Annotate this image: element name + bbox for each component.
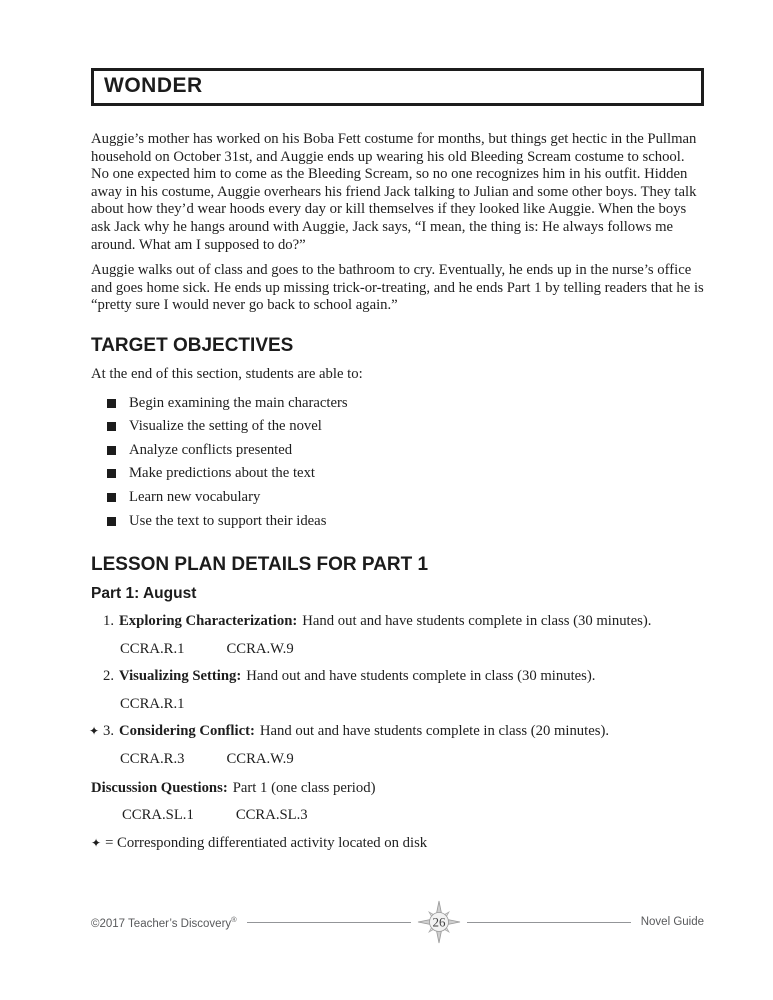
footer-right-label: Novel Guide xyxy=(640,916,705,928)
square-bullet-icon xyxy=(107,493,116,502)
discussion-title: Discussion Questions: xyxy=(91,779,228,796)
standards-codes xyxy=(120,751,704,769)
square-bullet-icon xyxy=(107,446,116,455)
page-number-ornament xyxy=(417,900,461,944)
legend-text: = Corresponding differentiated activity located on disk xyxy=(105,834,428,851)
standard-code: CCRA.SL.3 xyxy=(235,807,308,824)
objective-item xyxy=(107,465,704,483)
star-slot xyxy=(89,668,103,686)
square-bullet-icon xyxy=(107,469,116,478)
objective-text: Analyze conflicts presented xyxy=(129,441,293,458)
square-bullet-icon xyxy=(107,517,116,526)
item-text: Hand out and have students complete in class (30 minutes). xyxy=(302,613,652,630)
lesson-item-2 xyxy=(89,668,704,713)
lesson-plan-heading: LESSON PLAN DETAILS FOR PART 1 xyxy=(91,554,429,576)
objective-item xyxy=(107,489,704,507)
summary-paragraph-2: Auggie walks out of class and goes to the bathroom to cry. Eventually, he ends up in the nurse’s office and goes home sick. He ends up missing trick-or-treating, and he ends Part 1 by telling readers that he is “pretty sure I would never go back to school again.” xyxy=(91,262,704,314)
standard-code: CCRA.W.9 xyxy=(226,751,294,768)
item-text: Hand out and have students complete in class (30 minutes). xyxy=(246,668,596,685)
standard-code: CCRA.SL.1 xyxy=(122,807,194,824)
footer-rule-left xyxy=(247,922,411,923)
standards-codes xyxy=(120,641,704,659)
objectives-intro: At the end of this section, students are able to: xyxy=(91,365,363,382)
title-box xyxy=(91,68,704,106)
standards-codes xyxy=(122,807,704,825)
standard-code: CCRA.R.1 xyxy=(120,695,185,712)
footer-rule-right xyxy=(467,922,631,923)
registered-mark-icon: ® xyxy=(231,914,237,924)
objective-item xyxy=(107,418,704,436)
item-title: Visualizing Setting: xyxy=(119,668,242,685)
item-number: 2. xyxy=(103,668,115,685)
lesson-item-3 xyxy=(89,723,704,768)
standards-codes xyxy=(120,696,704,714)
star-slot xyxy=(89,613,103,631)
objective-item xyxy=(107,395,704,413)
objective-item xyxy=(107,442,704,460)
discussion-text: Part 1 (one class period) xyxy=(232,779,376,796)
target-objectives-heading: TARGET OBJECTIVES xyxy=(91,334,294,356)
objective-text: Make predictions about the text xyxy=(129,465,315,482)
lesson-item-1 xyxy=(89,613,704,658)
objectives-list xyxy=(91,395,704,531)
item-title: Considering Conflict: xyxy=(119,723,255,740)
standard-code: CCRA.W.9 xyxy=(226,640,294,657)
standard-code: CCRA.R.1 xyxy=(120,640,185,657)
standard-code: CCRA.R.3 xyxy=(120,751,185,768)
item-title: Exploring Characterization: xyxy=(119,613,298,630)
item-number: 3. xyxy=(103,723,115,740)
objective-text: Begin examining the main characters xyxy=(129,394,348,411)
square-bullet-icon xyxy=(107,422,116,431)
item-text: Hand out and have students complete in class (20 minutes). xyxy=(259,723,610,740)
differentiated-star-icon: ✦ xyxy=(91,835,102,850)
item-number: 1. xyxy=(103,613,115,630)
objective-text: Visualize the setting of the novel xyxy=(129,418,322,435)
copyright: ©2017 Teacher’s Discovery® xyxy=(91,914,237,930)
star-legend xyxy=(91,835,704,853)
square-bullet-icon xyxy=(107,399,116,408)
objective-text: Learn new vocabulary xyxy=(129,488,261,505)
part-subheading: Part 1: August xyxy=(91,585,197,603)
page-title: WONDER xyxy=(104,74,203,97)
differentiated-star-icon: ✦ xyxy=(89,724,100,739)
summary-paragraph-1: Auggie’s mother has worked on his Boba Fett costume for months, but things get hectic in the Pullman household on October 31st, and Auggie ends up wearing his old Bleeding Scream costume to school. No one expected him to come as the Bleeding Scream, so no one recognizes him in his outfit. Hidden away in his costume, Auggie overhears his friend Jack talking to Julian and some other boys. They talk about how they’d wear hoods every day or kill themselves if they looked like Auggie. When the boys ask Jack why he hangs around with Auggie, Jack says, “I mean, the thing is: He always follows me around. What am I supposed to do?” xyxy=(91,131,697,253)
page-content xyxy=(91,0,704,852)
page-footer xyxy=(91,900,704,944)
discussion-questions xyxy=(91,780,704,798)
page-number: 26 xyxy=(432,914,446,930)
objective-text: Use the text to support their ideas xyxy=(129,512,327,529)
objective-item xyxy=(107,513,704,531)
